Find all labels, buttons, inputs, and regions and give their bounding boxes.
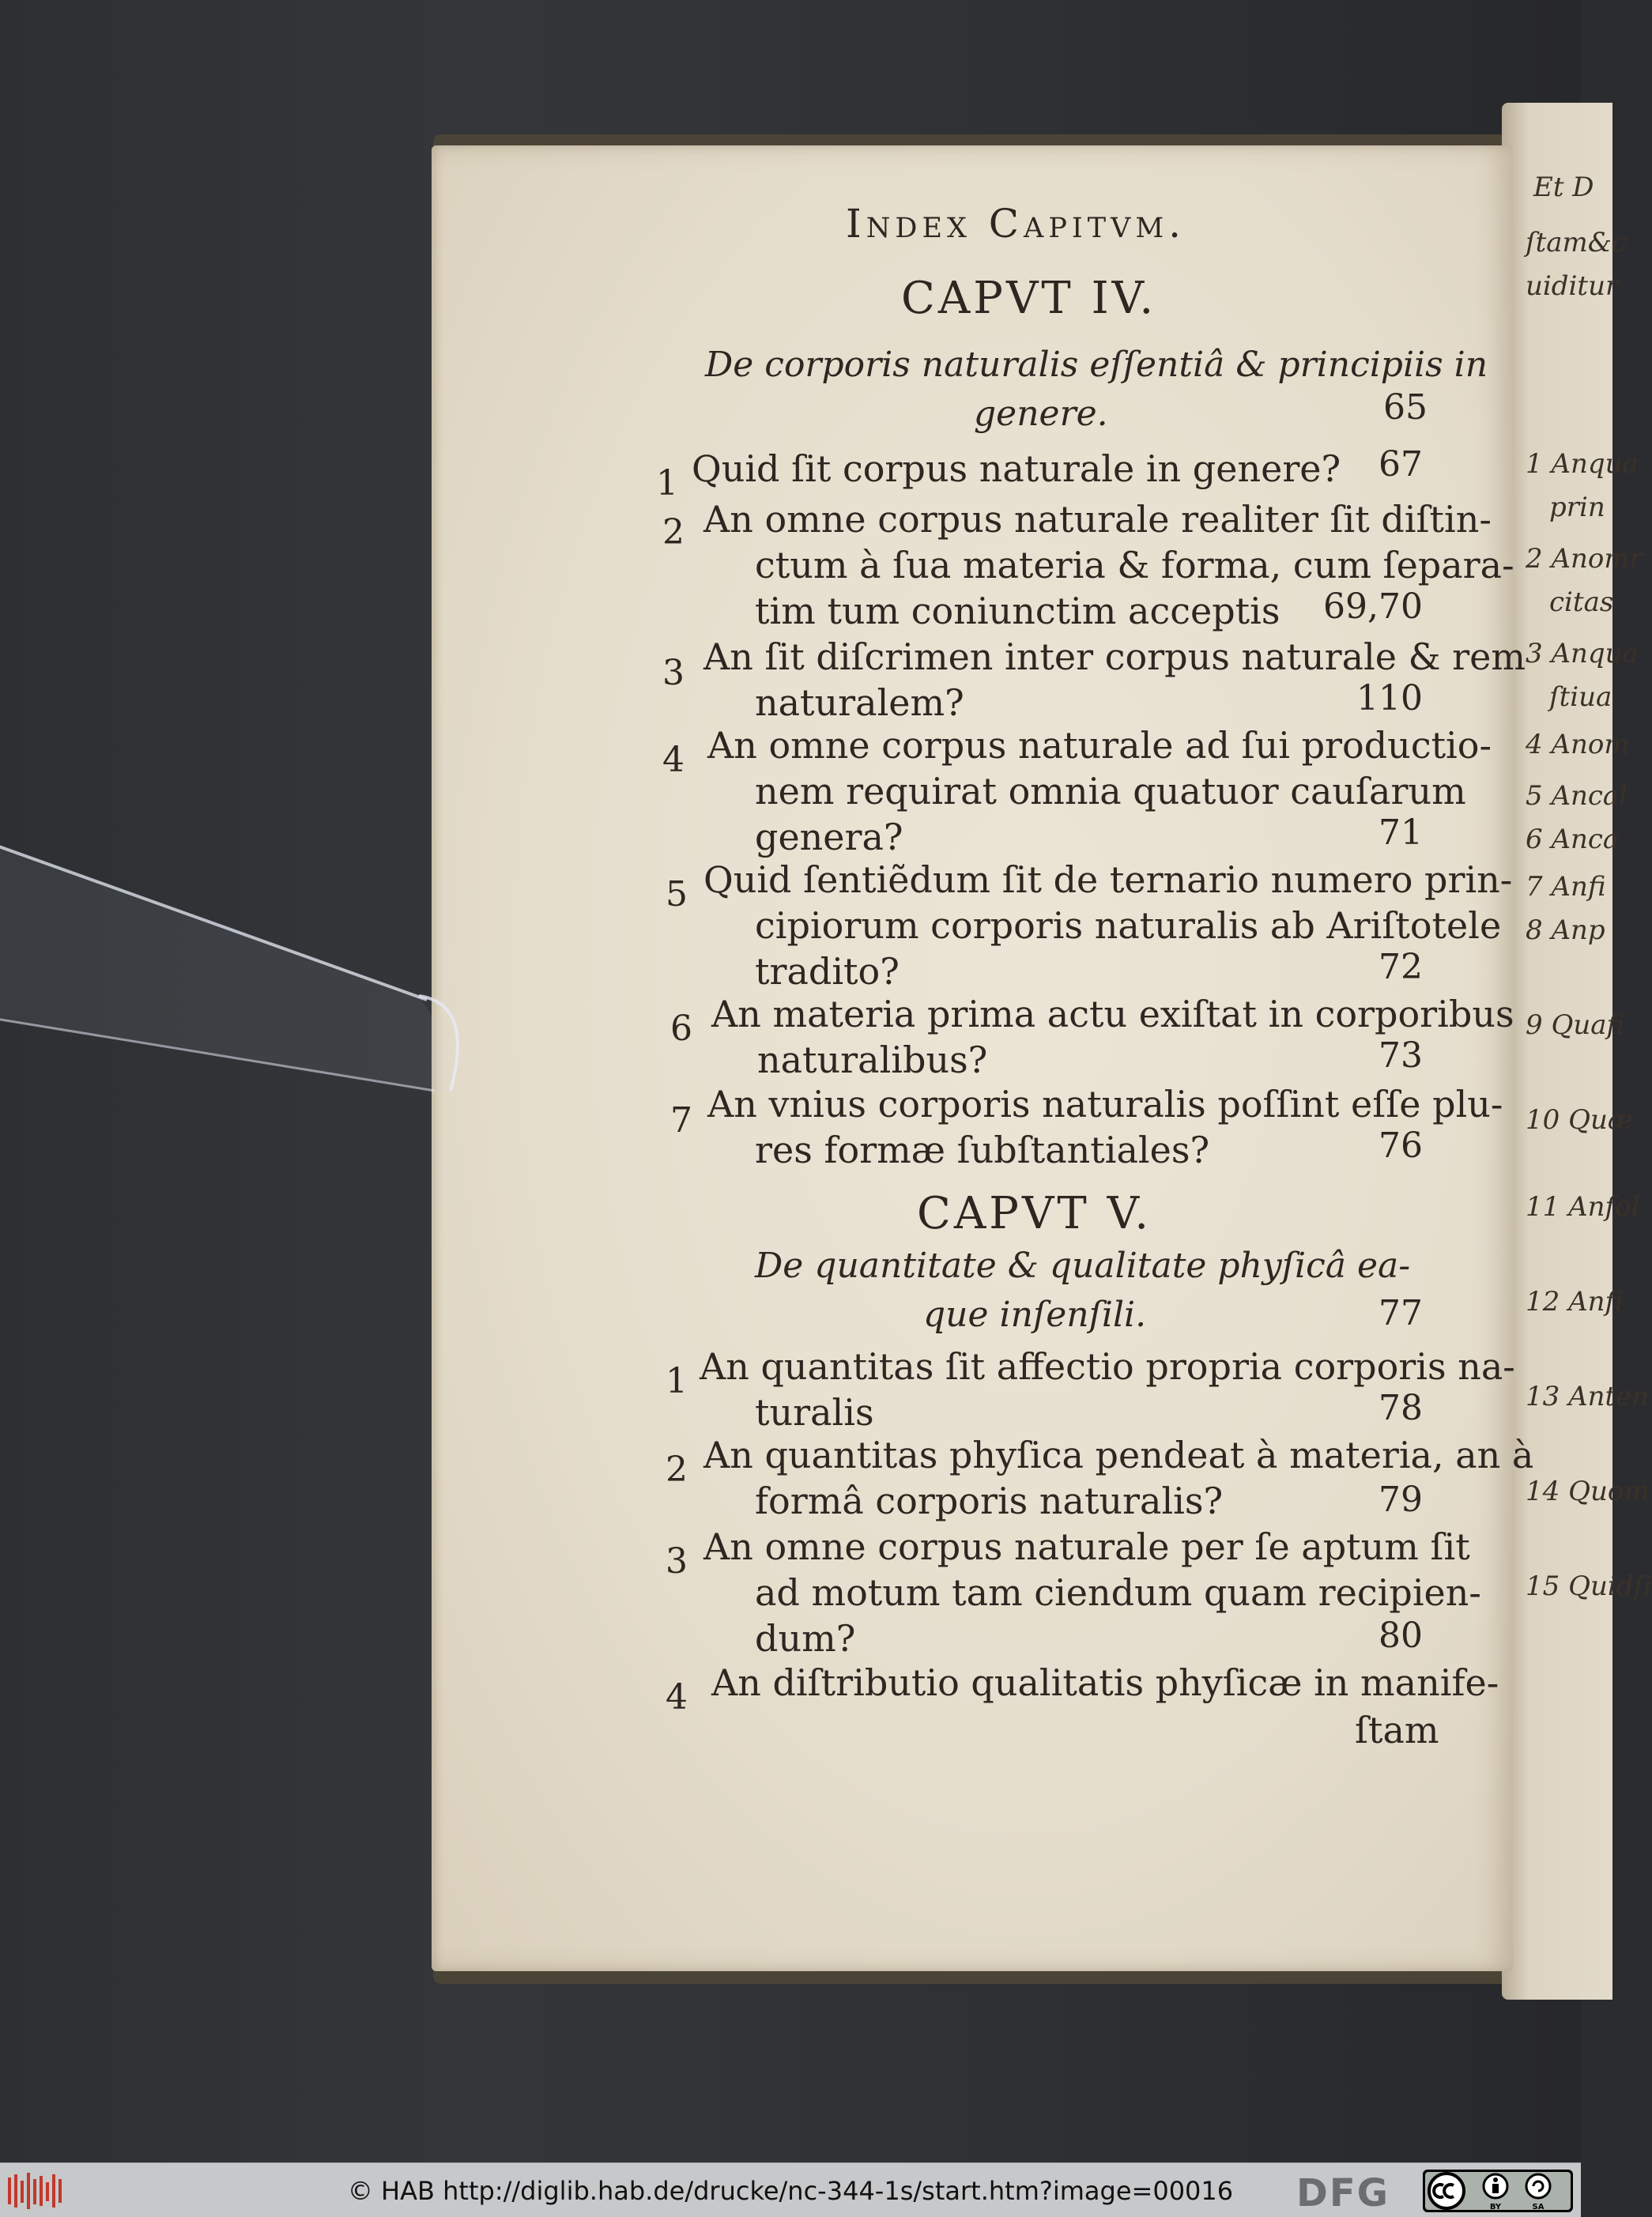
facing-text: 12 Anfi — [1526, 1286, 1624, 1318]
item-text: An omne corpus naturale ad ſui productio- — [707, 724, 1492, 767]
facing-text: prin — [1549, 492, 1605, 523]
facing-text: 1 Anqua — [1526, 448, 1639, 480]
item-text: An vnius corporis naturalis poſſint eſſe plu- — [707, 1083, 1503, 1125]
item-text: An quantitas ſit affectio propria corporis na- — [700, 1345, 1515, 1388]
page-ref: 110 — [1356, 678, 1423, 718]
facing-text: ſtam&c — [1526, 227, 1627, 258]
page-ref: 79 — [1379, 1480, 1423, 1520]
page-ref: 67 — [1379, 444, 1423, 484]
page-ref: 71 — [1379, 813, 1423, 853]
facing-text: uiditur — [1526, 270, 1619, 302]
item-text: Quid ſentiẽdum ſit de ternario numero prin- — [703, 858, 1513, 901]
item-number: 4 — [662, 740, 685, 780]
item-text: formâ corporis naturalis? — [755, 1480, 1224, 1522]
cc-license-badge[interactable] — [1423, 2170, 1573, 2212]
item-text: An omne corpus naturale realiter ſit diſtin- — [703, 498, 1492, 541]
facing-text: ſtiua — [1549, 681, 1612, 713]
item-number: 4 — [666, 1677, 688, 1717]
facing-text: 9 Quafi — [1526, 1009, 1625, 1041]
facing-text: citas — [1549, 586, 1614, 618]
item-number: 2 — [666, 1450, 688, 1490]
facing-text: 10 Quæ — [1526, 1104, 1633, 1136]
by-icon — [1484, 2174, 1507, 2198]
item-text: naturalem? — [755, 681, 964, 724]
chapter-heading: CAPVT V. — [917, 1188, 1152, 1239]
item-text: dum? — [755, 1617, 856, 1660]
item-text: turalis — [755, 1391, 874, 1434]
item-text: An omne corpus naturale per ſe aptum ſit — [703, 1525, 1470, 1568]
facing-text: 6 Anca — [1526, 824, 1620, 855]
item-text: Quid ſit corpus naturale in genere? — [692, 447, 1341, 490]
by-label: BY — [1489, 2203, 1502, 2211]
page-ref: 72 — [1379, 947, 1423, 987]
chapter-title: que inſenſili. — [923, 1295, 1147, 1335]
cc-icon — [1429, 2174, 1464, 2208]
item-number: 7 — [670, 1100, 692, 1141]
item-text: naturalibus? — [757, 1039, 988, 1081]
page-ref: 78 — [1379, 1388, 1423, 1428]
item-text: nem requirat omnia quatuor cauſarum — [755, 770, 1466, 813]
item-number: 2 — [662, 512, 685, 552]
facing-text: 5 Ancal — [1526, 780, 1628, 812]
facing-text: 8 Anp — [1526, 914, 1605, 946]
page-ref: 69,70 — [1323, 586, 1423, 627]
facing-text: 15 Quidſi — [1526, 1570, 1652, 1602]
item-text: res formæ ſubſtantiales? — [755, 1129, 1210, 1171]
facing-text: 14 Quom — [1526, 1476, 1650, 1507]
facing-page-strip — [1502, 103, 1652, 2000]
item-number: 1 — [656, 463, 678, 503]
dfg-logo: DFG — [1296, 2171, 1390, 2215]
sa-icon — [1526, 2174, 1550, 2198]
item-number: 1 — [666, 1361, 688, 1401]
running-head: Index Capitvm. — [846, 201, 1186, 247]
facing-text: 11 Anfol — [1526, 1191, 1640, 1223]
item-text: ad motum tam ciendum quam recipien- — [755, 1571, 1481, 1614]
facing-text: 13 Anten — [1526, 1381, 1650, 1412]
footer-bar — [0, 2162, 1581, 2217]
item-number: 6 — [670, 1009, 692, 1049]
item-text: An ſit diſcrimen inter corpus naturale & rem — [703, 635, 1526, 678]
chapter-title: De corporis naturalis eſſentiâ & principiis in — [705, 345, 1488, 385]
page-ref: 65 — [1383, 387, 1428, 428]
item-text: cipiorum corporis naturalis ab Ariſtotele — [755, 904, 1502, 947]
item-text: tradito? — [755, 950, 900, 993]
item-number: 3 — [666, 1541, 688, 1582]
catchword: ſtam — [1355, 1709, 1439, 1751]
sa-label: SA — [1532, 2203, 1545, 2211]
chapter-heading: CAPVT IV. — [901, 273, 1157, 324]
item-number: 3 — [662, 653, 685, 693]
facing-text: 7 Anfi — [1526, 871, 1606, 903]
source-link[interactable]: © HAB http://diglib.hab.de/drucke/nc-344-1s/start.htm?image=00016 — [347, 2176, 1234, 2206]
glass-pointer — [0, 814, 506, 972]
item-text: An quantitas phyſica pendeat à materia, an à — [703, 1434, 1534, 1476]
item-text: An diſtributio qualitatis phyſicæ in manife- — [711, 1661, 1499, 1704]
page-ref: 80 — [1379, 1616, 1423, 1656]
item-text: An materia prima actu exiſtat in corporibus — [711, 993, 1514, 1035]
item-text: ctum à ſua materia & forma, cum ſepara- — [755, 544, 1514, 586]
page-ref: 76 — [1379, 1125, 1423, 1166]
item-text: genera? — [755, 816, 903, 858]
item-text: tim tum coniunctim acceptis — [755, 590, 1280, 632]
page-ref: 77 — [1379, 1293, 1423, 1333]
facing-text: Et D — [1533, 172, 1594, 203]
item-number: 5 — [666, 874, 688, 914]
facing-text: 2 Anomr — [1526, 543, 1643, 575]
facing-text: 3 Anqua — [1526, 638, 1639, 669]
facing-text: 4 Anom — [1526, 729, 1630, 760]
chapter-title: De quantitate & qualitate phyſicâ ea- — [755, 1246, 1411, 1286]
chapter-title: genere. — [974, 394, 1108, 434]
page-ref: 73 — [1379, 1035, 1423, 1076]
